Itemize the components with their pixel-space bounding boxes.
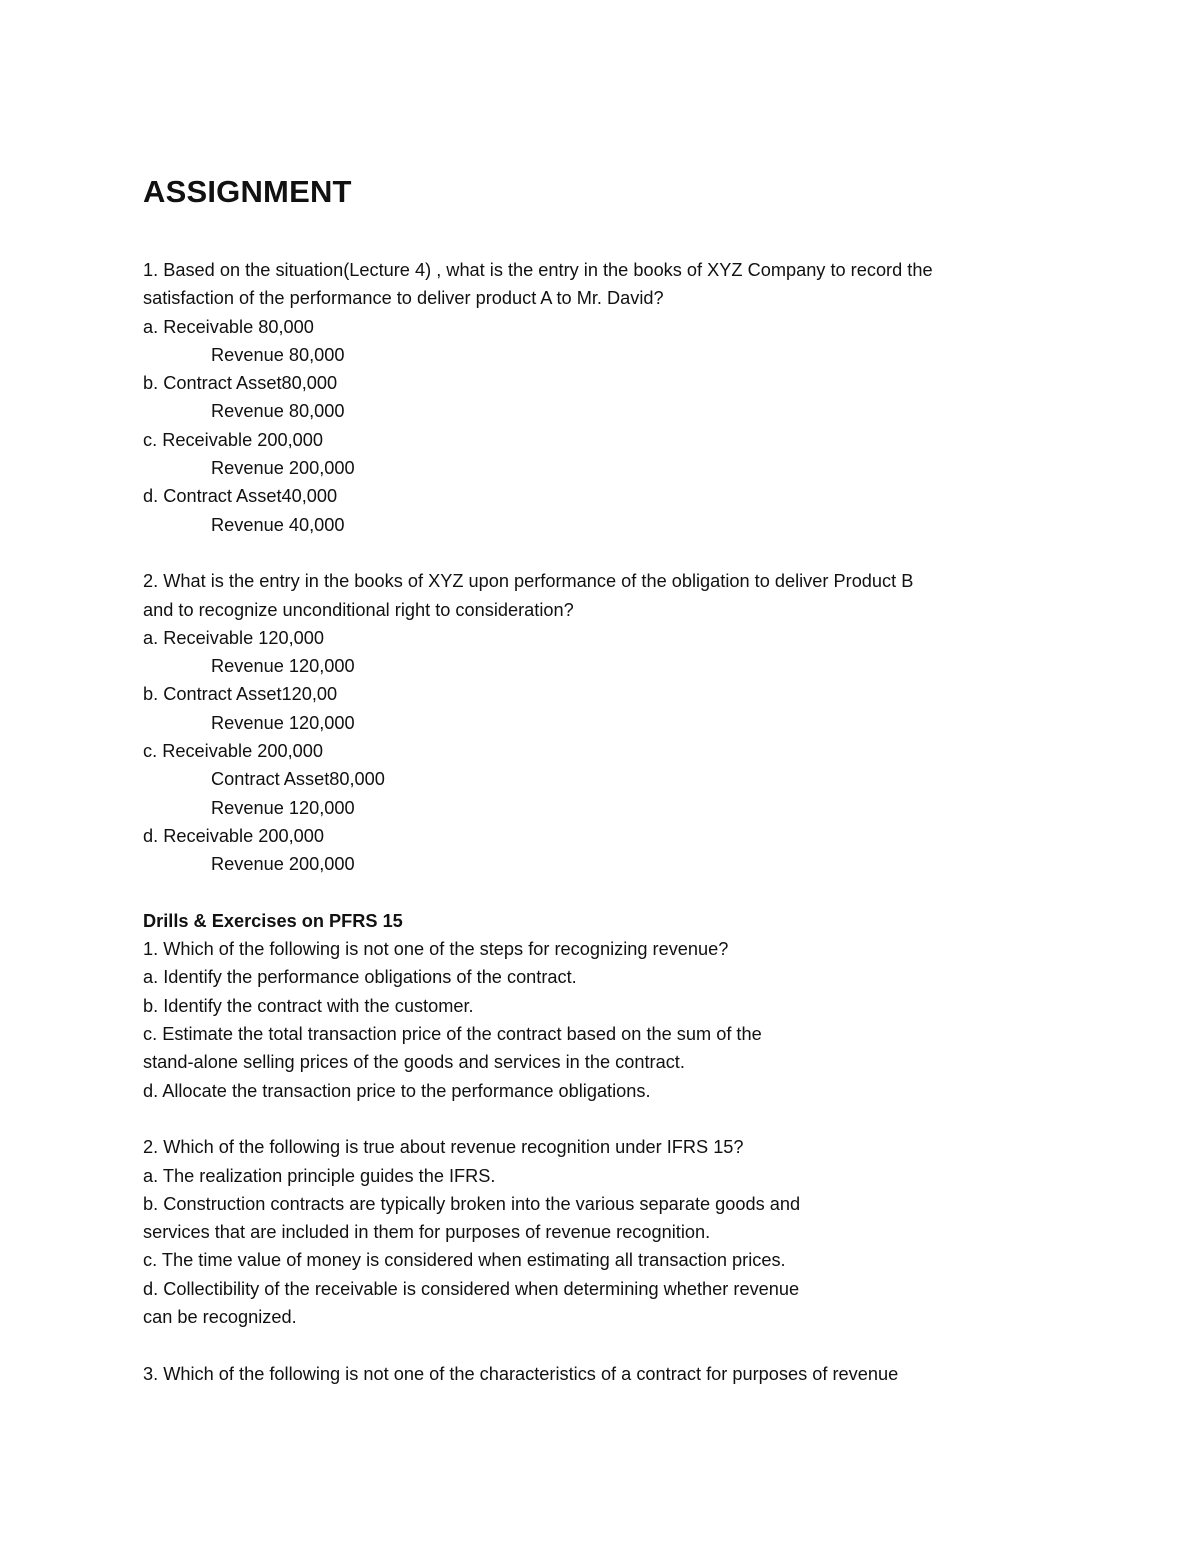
assignment-question-2 <box>143 567 1043 878</box>
option-b-debit: b. Contract Asset120,00 <box>143 684 338 705</box>
option-a-credit: Revenue 120,000 <box>211 656 355 677</box>
option-c-credit-revenue: Revenue 120,000 <box>211 797 355 818</box>
option-d: d. Allocate the transaction price to the performance obligations. <box>143 1080 651 1101</box>
option-b-continued: services that are included in them for purposes of revenue recognition. <box>143 1222 711 1243</box>
page-title: ASSIGNMENT <box>143 174 352 209</box>
assignment-question-1 <box>143 256 1043 539</box>
option-b-debit: b. Contract Asset80,000 <box>143 373 338 394</box>
option-c: c. The time value of money is considered when estimating all transaction prices. <box>143 1250 786 1271</box>
option-d-debit: d. Receivable 200,000 <box>143 825 324 846</box>
question-text: and to recognize unconditional right to consideration? <box>143 599 574 620</box>
option-b: b. Identify the contract with the customer. <box>143 995 474 1016</box>
option-b-credit: Revenue 120,000 <box>211 712 355 733</box>
option-a: a. Identify the performance obligations of the contract. <box>143 967 577 988</box>
option-a-debit: a. Receivable 120,000 <box>143 627 324 648</box>
option-a: a. The realization principle guides the IFRS. <box>143 1165 496 1186</box>
question-text: 1. Which of the following is not one of the steps for recognizing revenue? <box>143 939 729 960</box>
option-c-continued: stand-alone selling prices of the goods and services in the contract. <box>143 1052 685 1073</box>
question-text: 2. What is the entry in the books of XYZ upon performance of the obligation to deliver Product B <box>143 571 914 592</box>
drills-section <box>143 907 1043 1388</box>
question-text: 3. Which of the following is not one of the characteristics of a contract for purposes of revenue <box>143 1363 899 1384</box>
option-d-continued: can be recognized. <box>143 1306 297 1327</box>
option-d: d. Collectibility of the receivable is considered when determining whether revenue <box>143 1278 800 1299</box>
spacer <box>143 1331 1043 1359</box>
spacer <box>143 539 1043 567</box>
option-c-credit: Revenue 200,000 <box>211 458 355 479</box>
drill-question-2 <box>143 1133 1043 1331</box>
drill-question-3 <box>143 1360 1043 1388</box>
spacer <box>143 879 1043 907</box>
question-text: 2. Which of the following is true about revenue recognition under IFRS 15? <box>143 1137 744 1158</box>
option-c-credit-contract-asset: Contract Asset80,000 <box>211 769 385 790</box>
option-c-debit: c. Receivable 200,000 <box>143 429 323 450</box>
option-a-credit: Revenue 80,000 <box>211 344 345 365</box>
option-d-debit: d. Contract Asset40,000 <box>143 486 338 507</box>
option-c: c. Estimate the total transaction price of the contract based on the sum of the <box>143 1024 762 1045</box>
document-page <box>143 170 1043 1388</box>
option-b: b. Construction contracts are typically broken into the various separate goods and <box>143 1193 801 1214</box>
question-text: 1. Based on the situation(Lecture 4) , what is the entry in the books of XYZ Company to record the <box>143 260 933 280</box>
option-d-credit: Revenue 200,000 <box>211 854 355 875</box>
option-c-debit: c. Receivable 200,000 <box>143 741 323 762</box>
question-text: satisfaction of the performance to deliver product A to Mr. David? <box>143 288 664 309</box>
spacer <box>143 1105 1043 1133</box>
option-d-credit: Revenue 40,000 <box>211 514 345 535</box>
option-a-debit: a. Receivable 80,000 <box>143 316 314 337</box>
option-b-credit: Revenue 80,000 <box>211 401 345 422</box>
section-heading: Drills & Exercises on PFRS 15 <box>143 910 403 931</box>
drill-question-1 <box>143 935 1043 1105</box>
